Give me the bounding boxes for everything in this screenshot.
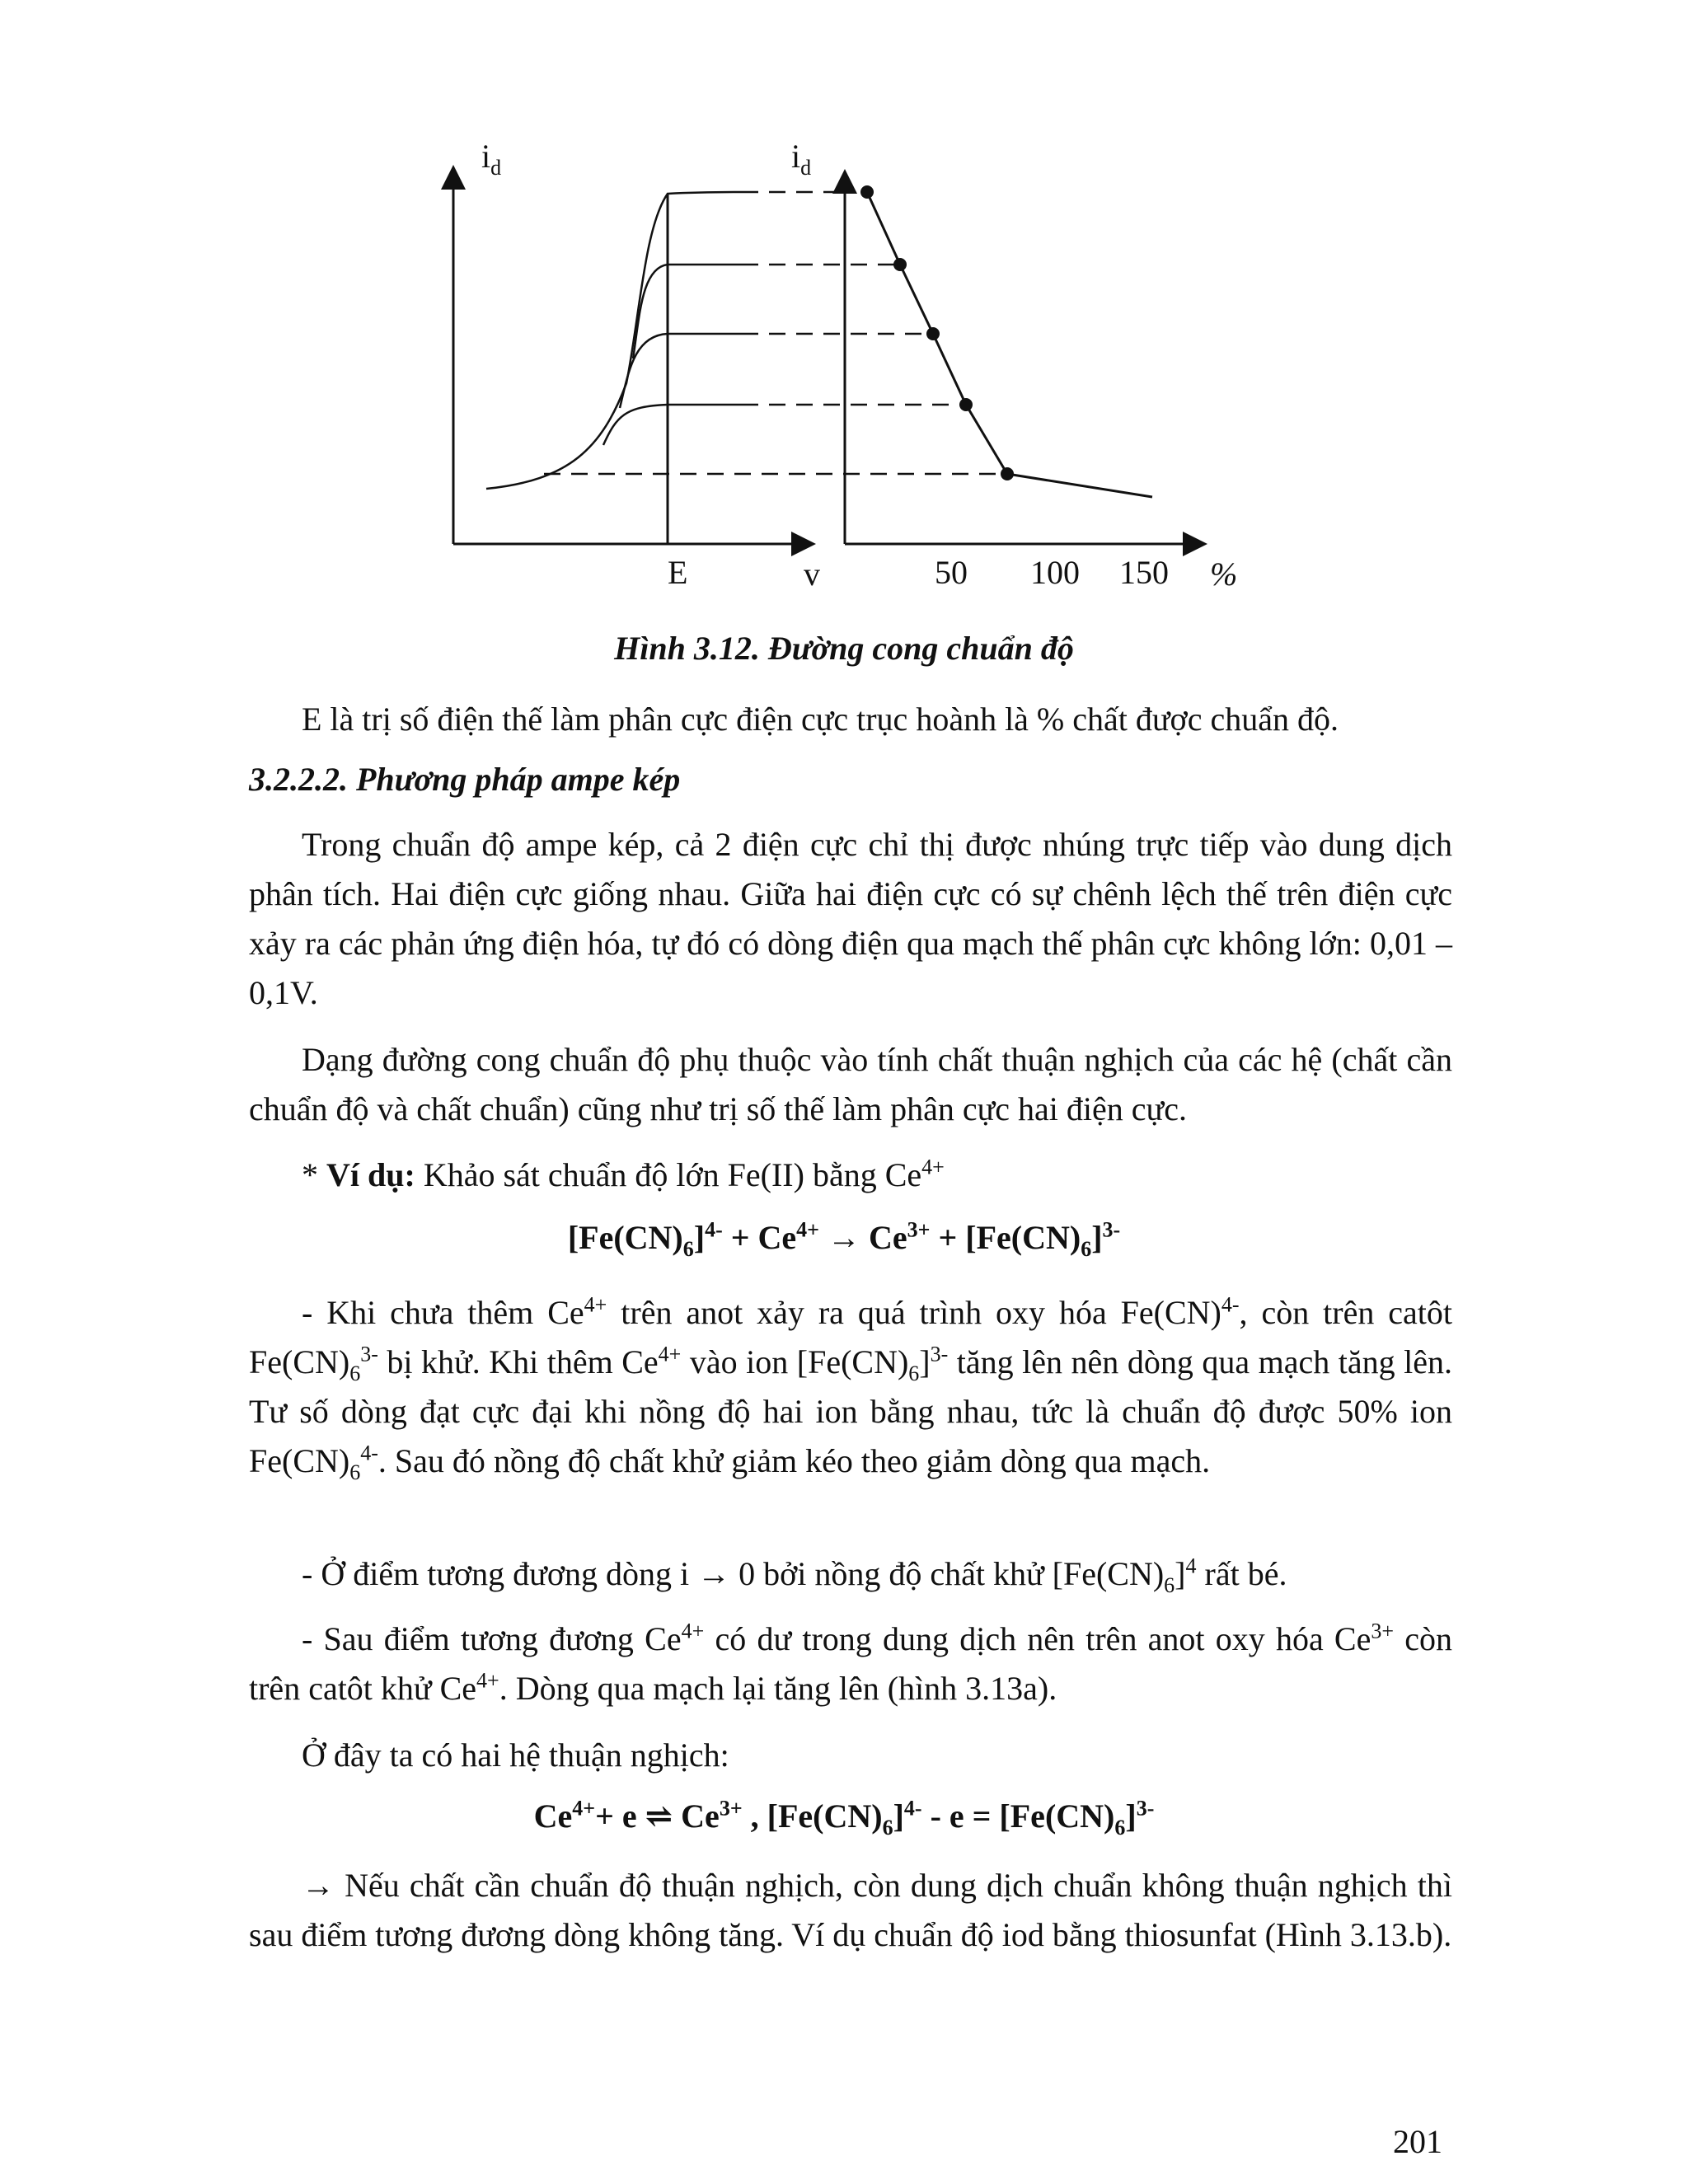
titration-point	[860, 185, 874, 199]
paragraph-7: - Sau điểm tương đương $Ce^{4+}$ có dư trong dung dịch nên trên anot oxy hóa $Ce^{3+}$ còn trên catôt khử $Ce^{4+}$. Dòng qua mạch lại tăng lên (hình 3.13a).	[249, 1619, 1452, 1707]
page-number: 201	[1393, 2123, 1442, 2160]
x-label-e: E	[668, 554, 688, 591]
equation-2: $Ce^{4+}+ e$ ⇌ $Ce^{3+}$ , $[Fe(CN)_6]^{4-} - e = [Fe(CN)_6]^{3-}$	[533, 1796, 1155, 1840]
x-label-150: 150	[1119, 554, 1169, 591]
x-label-50: 50	[935, 554, 968, 591]
titration-point	[959, 398, 973, 411]
left-y-axis-label: $i_d$	[481, 138, 502, 180]
titration-point	[926, 327, 940, 340]
paragraph-8: Ở đây ta có hai hệ thuận nghịch:	[302, 1736, 729, 1774]
polarogram-curve-4	[603, 405, 742, 445]
paragraph-2: Trong chuẩn độ ampe kép, cả 2 điện cực chỉ thị được nhúng trực tiếp vào dung dịch phân tích. Hai điện cực giống nhau. Giữa hai điện cực có sự chênh lệch thế trên điện cực xảy ra các phản ứng điện hóa, tự đó có dòng điện qua mạch thế phân cực không lớn: 0,01 – 0,1V.	[249, 826, 1452, 1011]
paragraph-6: - Ở điểm tương đương dòng i → 0 bởi nồng độ chất khử $[Fe(CN)_6]^4$ rất bé.	[302, 1554, 1287, 1597]
polarogram-curve-3	[620, 334, 742, 408]
titration-line	[867, 192, 1152, 497]
section-heading: 3.2.2.2. Phương pháp ampe kép	[249, 761, 681, 798]
titration-point	[1001, 467, 1014, 480]
x-label-percent: %	[1210, 555, 1238, 593]
paragraph-9: → Nếu chất cần chuẩn độ thuận nghịch, còn dung dịch chuẩn không thuận nghịch thì sau điểm tương đương dòng không tăng. Ví dụ chuẩn độ iod bằng thiosunfat (Hình 3.13.b).	[249, 1867, 1452, 1953]
x-label-v: v	[804, 555, 820, 593]
polarogram-curve-2	[633, 265, 742, 359]
x-label-100: 100	[1030, 554, 1080, 591]
paragraph-3: Dạng đường cong chuẩn độ phụ thuộc vào tính chất thuận nghịch của các hệ (chất cần chuẩn độ và chất chuẩn) cũng như trị số thế làm phân cực hai điện cực.	[249, 1041, 1452, 1127]
titration-figure	[429, 136, 1269, 630]
paragraph-1: E là trị số điện thế làm phân cực điện cực trục hoành là % chất được chuẩn độ.	[302, 701, 1339, 738]
polarogram-curve-1	[486, 192, 742, 489]
right-y-axis-label: $i_d$	[791, 138, 812, 180]
figure-caption: Hình 3.12. Đường cong chuẩn độ	[614, 630, 1074, 667]
equation-1: $[Fe(CN)_6]^{4-} + Ce^{4+} \to Ce^{3+} + [Fe(CN)_6]^{3-}$	[567, 1217, 1121, 1261]
titration-point	[893, 258, 907, 271]
paragraph-5: - Khi chưa thêm $Ce^{4+}$ trên anot xảy ra quá trình oxy hóa Fe(CN)$^{4-}$, còn trên catôt $Fe(CN)_6^{3-}$ bị khử. Khi thêm $Ce^{4+}$ vào ion $[Fe(CN)_6]^{3-}$ tăng lên nên dòng qua mạch tăng lên. Tư số dòng đạt cực đại khi nồng độ hai ion bằng nhau, tức là chuẩn độ được 50% ion $Fe(CN)_6^{4-}$. Sau đó nồng độ chất khử giảm kéo theo giảm dòng qua mạch.	[249, 1292, 1452, 1484]
paragraph-example: * Ví dụ: Khảo sát chuẩn độ lớn Fe(II) bằng $Ce^{4+}$	[302, 1155, 945, 1193]
